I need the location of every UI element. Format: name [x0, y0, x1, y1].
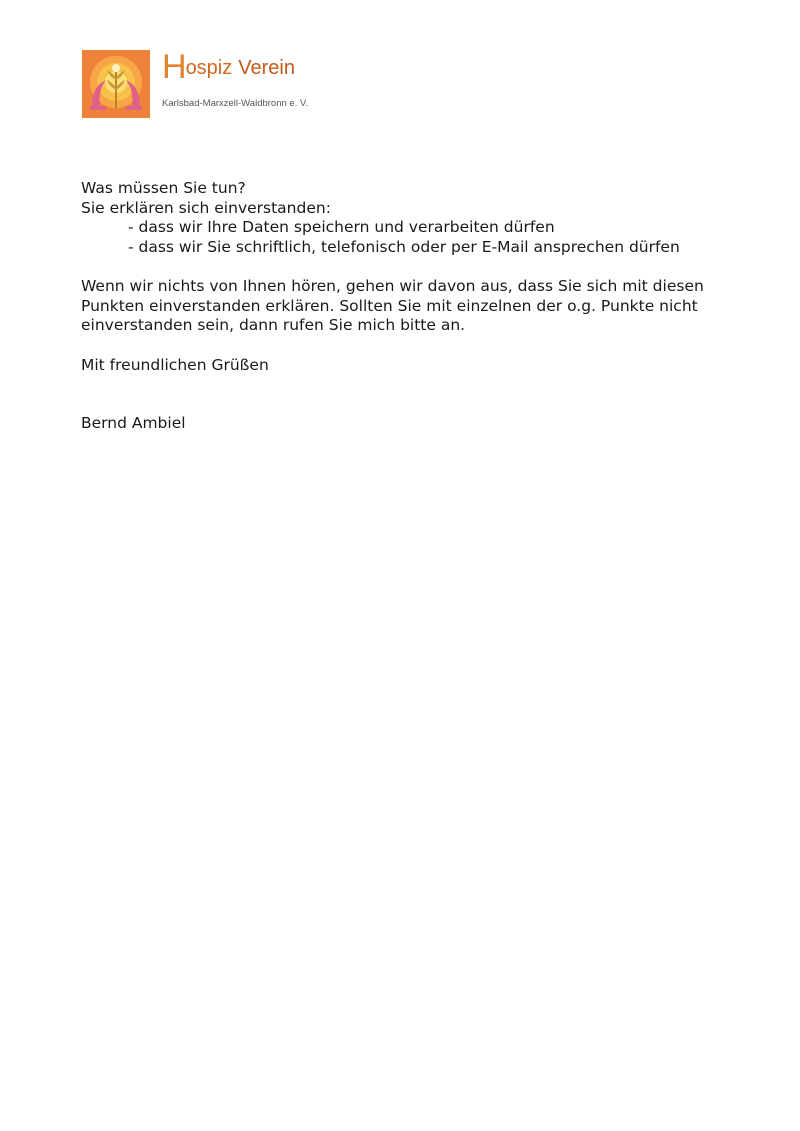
signature-name: Bernd Ambiel: [81, 414, 186, 432]
logo-subtitle: Karlsbad-Marxzell-Waldbronn e. V.: [162, 98, 309, 109]
list-item: - dass wir Ihre Daten speichern und verarbeiten dürfen: [128, 218, 555, 236]
question-heading: Was müssen Sie tun?: [81, 179, 246, 197]
closing-greeting: Mit freundlichen Grüßen: [81, 355, 269, 374]
logo-wordmark: [162, 48, 295, 86]
logo-name-rest: ospiz: [185, 57, 233, 79]
list-item: - dass wir Sie schriftlich, telefonisch oder per E-Mail ansprechen dürfen: [128, 237, 680, 256]
hospiz-emblem-icon: [82, 50, 150, 118]
logo-name-suffix: Verein: [238, 57, 295, 79]
letter-body: [81, 179, 721, 434]
organization-logo: [82, 50, 312, 118]
logo-initial: H: [162, 48, 186, 86]
body-paragraph: Wenn wir nichts von Ihnen hören, gehen wir davon aus, dass Sie sich mit diesen Punkten einverstanden erklären. Sollten Sie mit einzelnen der o.g. Punkte nicht einverstanden sein, dann rufen Sie mich bitte an.: [81, 277, 704, 334]
agreement-intro: Sie erklären sich einverstanden:: [81, 198, 331, 217]
consent-list: [81, 218, 721, 257]
